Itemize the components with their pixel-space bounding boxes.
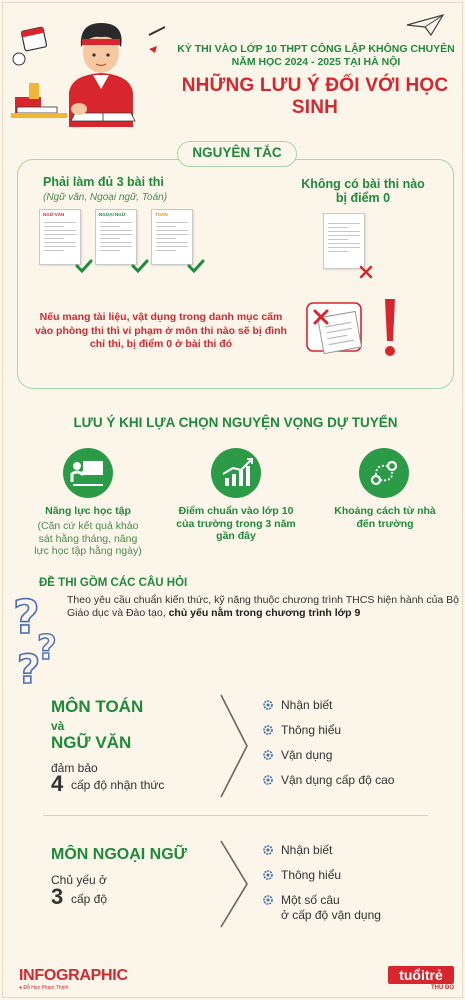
label-line: đến trường [356, 517, 414, 530]
level-item [261, 868, 341, 882]
subject-connector: và [51, 719, 65, 733]
student-illustration [9, 9, 169, 127]
subject-math: MÔN TOÁN [51, 697, 144, 716]
check-icon [187, 259, 205, 273]
prohibited-items-warning [27, 311, 295, 352]
level-count: 3 [51, 884, 64, 909]
test-paper-single [323, 213, 365, 269]
warning-line-1: Nếu mang tài liệu, vật dụng trong danh mục cấm [39, 311, 283, 323]
requirement-all-tests [43, 175, 213, 203]
page-title: NHỮNG LƯU Ý ĐỐI VỚI HỌC SINH [181, 75, 449, 118]
label-line: của trường trong 3 năm [176, 517, 296, 530]
questions-text-emphasis: chủ yếu nằm trong chương trình lớp 9 [168, 607, 361, 619]
gear-icon [261, 773, 275, 787]
requirement-no-zero-line-2: bị điểm 0 [335, 191, 391, 205]
level-item [261, 723, 341, 737]
calendar-icon [21, 27, 47, 51]
questions-heading: ĐỀ THI GỒM CÁC CÂU HỎI [39, 577, 188, 589]
requirement-all-tests-title: Phải làm đủ 3 bài thi [43, 175, 164, 189]
label-line: Điểm chuẩn vào lớp 10 [178, 505, 294, 517]
route-icon [359, 448, 409, 498]
level-label: Nhận biết [281, 843, 333, 857]
questions-description [67, 594, 459, 620]
questions-text-1: Theo yêu cầu chuẩn kiến thức, kỹ năng thuộc chương trình THCS hiện hành [67, 594, 424, 606]
svg-text:?: ? [17, 647, 41, 687]
presentation-board-icon [63, 448, 113, 498]
note-line: lực học tập hằng ngày) [34, 545, 142, 557]
level-label: Thông hiểu [281, 868, 342, 882]
chevron-right-icon [217, 837, 251, 931]
gear-icon [261, 748, 275, 762]
label-line: Khoảng cách từ nhà [334, 505, 436, 517]
requirement-no-zero [273, 177, 453, 205]
choices-heading: LƯU Ý KHI LỰA CHỌN NGUYỆN VỌNG DỰ TUYỂN [73, 415, 398, 430]
level-label-continued: ở cấp độ vận dụng [281, 908, 381, 922]
infographic-brand: INFOGRAPHIC [19, 967, 128, 984]
tuoi-tre-logo [388, 966, 454, 991]
principles-heading: NGUYÊN TẮC [177, 141, 297, 167]
level-label: Thông hiểu [281, 723, 342, 737]
warning-line-2: vào phòng thi thì vi phạm ở môn thi nào sẽ bị đình [35, 324, 287, 337]
level-count-label: cấp độ [71, 892, 108, 906]
subject-literature: NGỮ VĂN [51, 733, 132, 752]
questions-text-2: của Bộ Giáo dục và Đào tạo, [67, 594, 460, 619]
criterion-academic-ability: Năng lực học tập [45, 505, 131, 517]
logo-sub: THỦ ĐÔ [431, 985, 454, 991]
infographic-credits: ● Đỗ Học Phạm Thịnh [19, 985, 69, 991]
gear-icon [261, 893, 275, 907]
requirement-no-zero-line-1: Không có bài thi nào [301, 177, 425, 191]
level-count: 4 [51, 771, 64, 796]
test-paper-foreign-language [95, 209, 137, 265]
exam-line-1: KỲ THI VÀO LỚP 10 THPT CÔNG LẬP KHÔNG CHUYÊN [177, 43, 455, 55]
section-divider [43, 815, 428, 816]
rising-chart-icon [211, 448, 261, 498]
ensure-label: đảm bảo [51, 761, 98, 775]
level-item [261, 893, 340, 907]
label-line: gần đây [216, 530, 256, 542]
level-item [261, 748, 332, 762]
level-label: Vận dụng [281, 748, 333, 762]
level-label: Một số câu [281, 893, 340, 907]
level-item [261, 698, 332, 712]
test-paper-literature [39, 209, 81, 265]
question-marks-icon [11, 587, 71, 687]
requirement-all-tests-subjects: (Ngữ văn, Ngoại ngữ, Toán) [43, 192, 168, 203]
note-line: sát hằng tháng, năng [38, 532, 138, 545]
subject-foreign-language: MÔN NGOẠI NGỮ [51, 846, 187, 863]
check-icon [75, 259, 93, 273]
chevron-right-icon [217, 691, 251, 801]
paper-plane-icon [405, 13, 445, 37]
logo-main: tuổitrẻ [388, 966, 454, 984]
level-label: Vận dụng cấp độ cao [281, 773, 395, 787]
gear-icon [261, 698, 275, 712]
svg-text:?: ? [13, 590, 40, 644]
level-label: Nhận biết [281, 698, 333, 712]
criterion-benchmark-score [163, 505, 309, 543]
level-item [261, 773, 394, 787]
level-item [261, 843, 332, 857]
exam-line-2: NĂM HỌC 2024 - 2025 TẠI HÀ NỘI [231, 56, 401, 68]
level-count-label: cấp độ nhận thức [71, 778, 165, 792]
paper-label: NGỮ VĂN [43, 212, 65, 217]
gear-icon [261, 843, 275, 857]
exam-subtitle [171, 43, 461, 69]
paper-label: NGOẠI NGỮ [99, 212, 126, 217]
paper-label: TOÁN [155, 212, 168, 217]
mainly-label: Chủ yếu ở [51, 873, 107, 887]
svg-text:?: ? [37, 628, 57, 668]
gear-icon [261, 723, 275, 737]
criterion-distance [321, 505, 449, 530]
infographic [2, 2, 463, 998]
check-icon [131, 259, 149, 273]
violation-illustration [303, 297, 413, 367]
note-line: (Căn cứ kết quả khảo [37, 520, 139, 532]
gear-icon [261, 868, 275, 882]
warning-line-3: chỉ thi, bị điểm 0 ở bài thi đó [89, 338, 233, 350]
criterion-academic-ability-note [21, 520, 155, 558]
cross-icon [359, 265, 373, 279]
test-paper-math [151, 209, 193, 265]
